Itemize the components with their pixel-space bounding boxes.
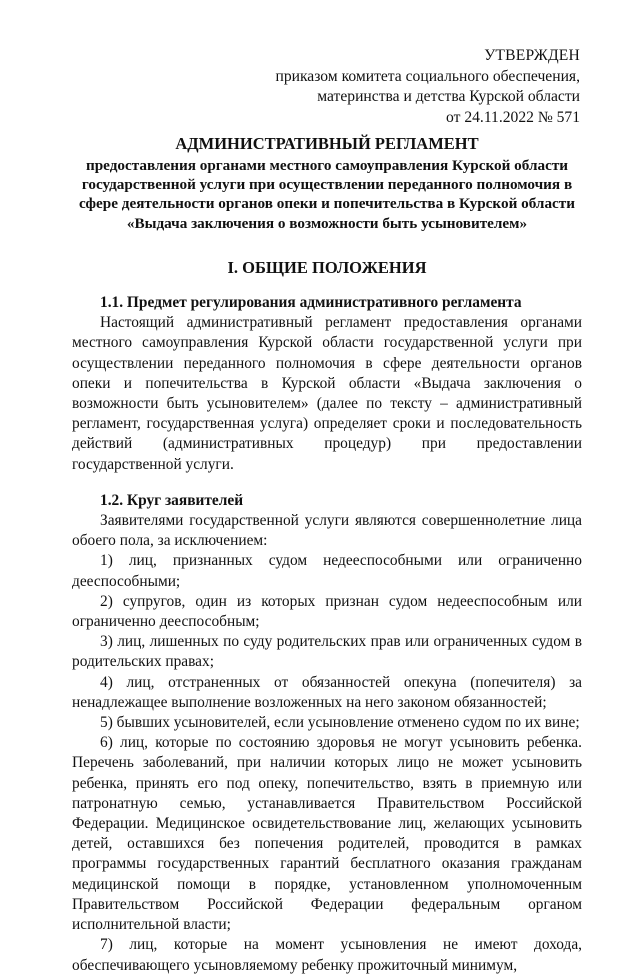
subsection-heading: 1.1. Предмет регулирования административного регламента — [100, 294, 522, 311]
paragraph-gap — [72, 475, 582, 491]
document-title — [72, 133, 582, 233]
approval-heading: УТВЕРЖДЕН — [484, 47, 580, 64]
list-item: 6) лиц, которые по состоянию здоровья не могут усыновить ребенка. Перечень заболеваний, при наличии которых лицо не может усыновить ребенка, принять его под опеку, попечительство, взять в приемную или патронатную семью, устанавливается Правительством Российской Федерации. Медицинское освидетельствование лиц, желающих усыновить детей, оставшихся без попечения родителей, проводится в рамках программы государственных гарантий бесплатного оказания гражданам медицинской помощи в порядке, установленном уполномоченным Правительством Российской Федерации федеральным органом исполнительной власти; — [72, 734, 582, 934]
subsection-heading: 1.2. Круг заявителей — [100, 491, 244, 509]
paragraph: Заявителями государственной услуги являются совершеннолетние лица обоего пола, за исключением: — [72, 512, 582, 550]
approval-line: материнства и детства Курской области — [317, 88, 580, 105]
list-item: 7) лиц, которые на момент усыновления не имеют дохода, обеспечивающего усыновляемому ребенку прожиточный минимум, — [72, 936, 582, 974]
title-subtitle: предоставления органами местного самоуправления Курской области государственной услуги при осуществлении переданного полномочия в сфере деятельности органов опеки и попечительства в Курской области «Выдача заключения о возможности быть усыновителем» — [79, 157, 575, 232]
list-item: 1) лиц, признанных судом недееспособными или ограниченно дееспособными; — [72, 552, 582, 590]
approval-date-number: от 24.11.2022 № 571 — [446, 108, 580, 126]
list-item: 4) лиц, отстраненных от обязанностей опекуна (попечителя) за ненадлежащее выполнение возложенных на него законом обязанностей; — [72, 673, 582, 711]
paragraph: Настоящий административный регламент предоставления органами местного самоуправления Курской области государственной услуги при осуществлении переданного полномочия в сфере деятельности органов опеки и попечительства в Курской области «Выдача заключения о возможности быть усыновителем» (далее по тексту – административный регламент, государственная услуга) определяет сроки и последовательность действий (административных процедур) при предоставлении государственной услуги. — [72, 314, 582, 473]
document-body — [72, 293, 582, 976]
list-item: 5) бывших усыновителей, если усыновление отменено судом по их вине; — [100, 714, 580, 732]
section-heading: I. ОБЩИЕ ПОЛОЖЕНИЯ — [227, 258, 427, 277]
title-main: АДМИНИСТРАТИВНЫЙ РЕГЛАМЕНТ — [175, 134, 479, 153]
approval-line: приказом комитета социального обеспечения, — [275, 67, 580, 85]
list-item: 3) лиц, лишенных по суду родительских прав или ограниченных судом в родительских правах; — [72, 633, 582, 671]
approval-stamp — [275, 46, 580, 128]
list-item: 2) супругов, один из которых признан судом недееспособным или ограниченно дееспособным; — [72, 592, 582, 631]
